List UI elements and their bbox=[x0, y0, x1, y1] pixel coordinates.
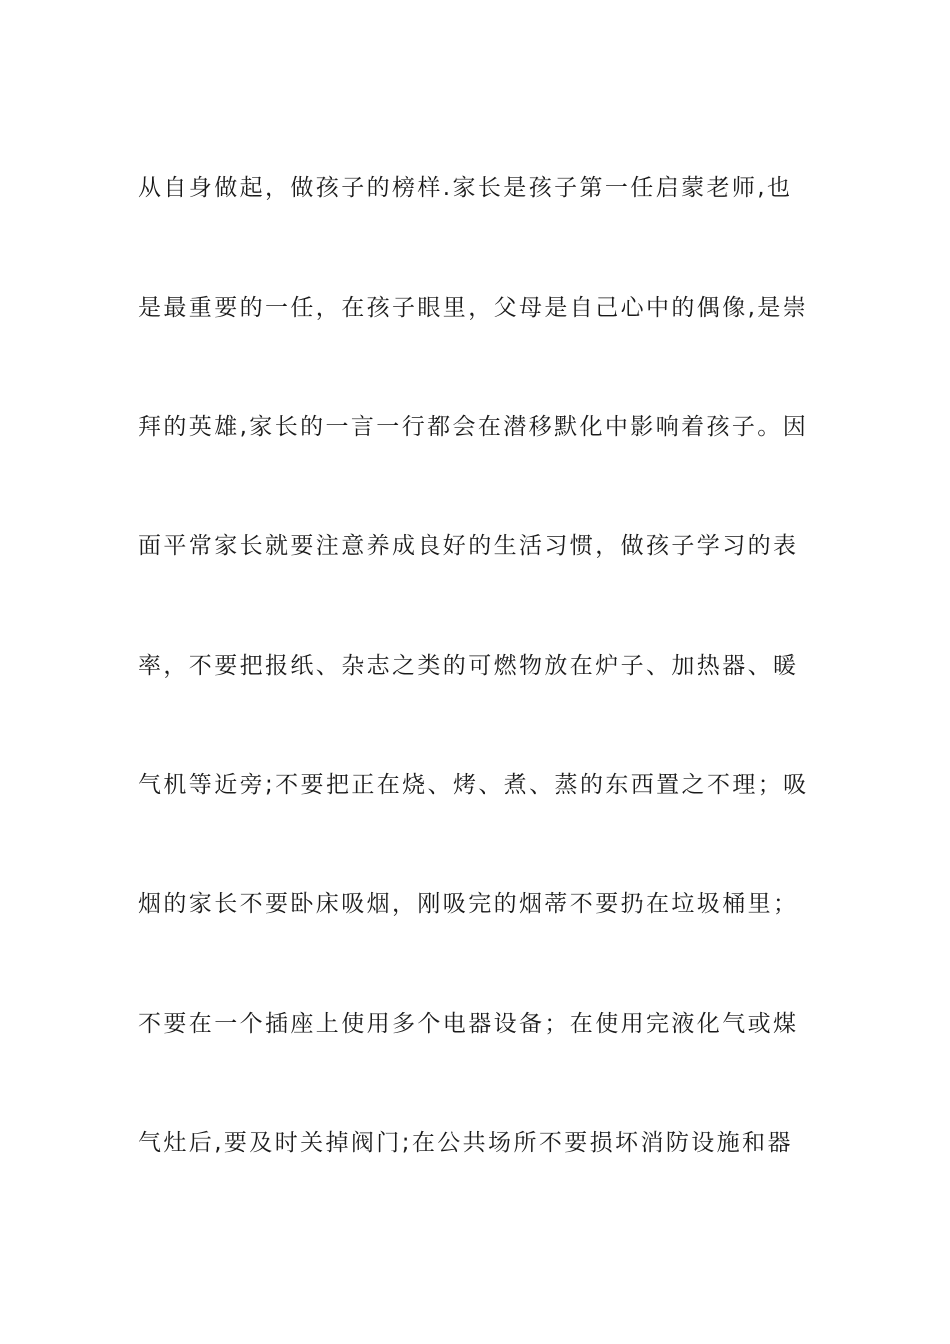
paragraph-line: 拜的英雄,家长的一言一行都会在潜移默化中影响着孩子。因 bbox=[138, 414, 809, 440]
paragraph-line: 面平常家长就要注意养成良好的生活习惯，做孩子学习的表 bbox=[138, 533, 799, 559]
paragraph-line: 不要在一个插座上使用多个电器设备；在使用完液化气或煤 bbox=[138, 1011, 799, 1037]
paragraph-line: 是最重要的一任，在孩子眼里，父母是自己心中的偶像,是崇 bbox=[138, 295, 809, 321]
paragraph-line: 从自身做起，做孩子的榜样.家长是孩子第一任启蒙老师,也 bbox=[138, 175, 793, 201]
paragraph-line: 气机等近旁;不要把正在烧、烤、煮、蒸的东西置之不理；吸 bbox=[138, 772, 809, 798]
paragraph-line: 气灶后,要及时关掉阀门;在公共场所不要损坏消防设施和器 bbox=[138, 1130, 793, 1156]
paragraph-line: 烟的家长不要卧床吸烟，刚吸完的烟蒂不要扔在垃圾桶里； bbox=[138, 891, 799, 917]
paragraph-line: 率，不要把报纸、杂志之类的可燃物放在炉子、加热器、暖 bbox=[138, 653, 799, 679]
